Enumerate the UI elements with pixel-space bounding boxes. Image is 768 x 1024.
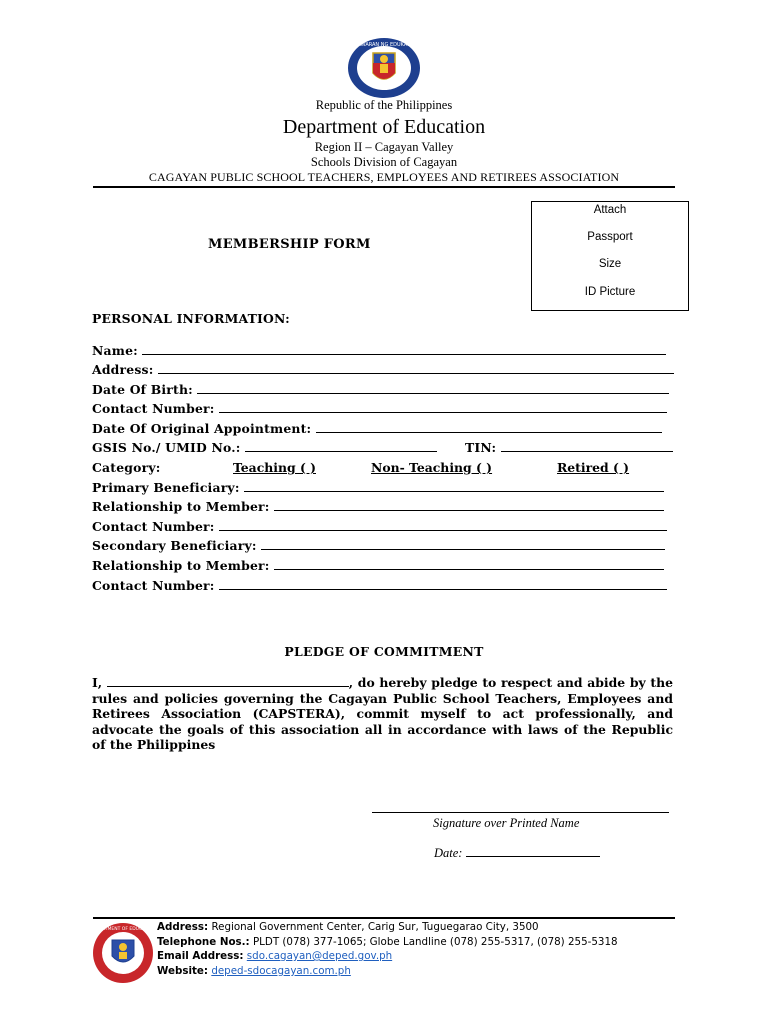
photo-box-line: Attach: [593, 204, 627, 216]
deped-seal-icon: [346, 37, 422, 99]
contact-number-field[interactable]: [92, 578, 667, 593]
gsis-line[interactable]: [245, 440, 437, 452]
secondary-beneficiary-field[interactable]: [92, 538, 665, 553]
tin-label: TIN:: [465, 440, 497, 455]
relationship-field[interactable]: [92, 558, 664, 573]
id-picture-box: [531, 201, 689, 311]
name-field[interactable]: [92, 343, 666, 358]
category-retired-option[interactable]: Retired ( ): [557, 460, 630, 475]
division-of-cagayan-seal-icon: [90, 922, 156, 984]
header-region: Region II – Cagayan Valley: [314, 140, 454, 154]
footer-divider: [93, 917, 675, 919]
date-field[interactable]: [434, 845, 600, 861]
primary-beneficiary-line[interactable]: [244, 480, 664, 492]
photo-box-line: Passport: [587, 231, 633, 243]
pledge-name-line[interactable]: [107, 675, 349, 687]
footer-telephone: [157, 936, 618, 948]
dob-label: Date Of Birth:: [92, 382, 193, 397]
original-appointment-label: Date Of Original Appointment:: [92, 421, 312, 436]
tin-line[interactable]: [501, 440, 673, 452]
contact-number-line[interactable]: [219, 578, 667, 590]
contact-number-line[interactable]: [219, 519, 667, 531]
dob-field[interactable]: [92, 382, 669, 397]
gsis-label: GSIS No./ UMID No.:: [92, 440, 241, 455]
contact-number-field[interactable]: [92, 401, 667, 416]
relationship-label: Relationship to Member:: [92, 499, 270, 514]
footer-address: [157, 921, 539, 933]
header-divider: [93, 186, 675, 188]
signature-label: Signature over Printed Name: [433, 816, 580, 830]
pledge-text: [92, 675, 673, 753]
category-teaching-option[interactable]: Teaching ( ): [233, 460, 316, 475]
relationship-line[interactable]: [274, 558, 664, 570]
date-line[interactable]: [466, 845, 600, 857]
pledge-body: , do hereby pledge to respect and abide by the rules and policies governing the Cagayan Public School Teachers, Employees and Retirees Association (CAPSTERA), commit myself to act professionally, and advocate the goals of this association all in accordance with laws of the Republic of the Philippines: [92, 675, 673, 752]
contact-number-label: Contact Number:: [92, 578, 215, 593]
gsis-field[interactable]: [92, 440, 437, 455]
footer-website-label: Website:: [157, 965, 209, 977]
footer-email-label: Email Address:: [157, 950, 244, 962]
footer-email-link[interactable]: sdo.cagayan@deped.gov.ph: [246, 950, 393, 962]
pledge-prefix: I,: [92, 675, 103, 690]
name-label: Name:: [92, 343, 138, 358]
header-department: Department of Education: [282, 116, 486, 138]
svg-text:KAGAWARAN NG EDUKASYON: KAGAWARAN NG EDUKASYON: [347, 42, 421, 48]
footer-website-link[interactable]: deped-sdocagayan.com.ph: [211, 965, 351, 977]
footer-address-label: Address:: [157, 921, 209, 933]
original-appointment-line[interactable]: [316, 421, 662, 433]
primary-beneficiary-label: Primary Beneficiary:: [92, 480, 240, 495]
relationship-field[interactable]: [92, 499, 664, 514]
section-title: PERSONAL INFORMATION:: [92, 311, 290, 326]
name-line[interactable]: [142, 343, 666, 355]
relationship-label: Relationship to Member:: [92, 558, 270, 573]
footer-address-value: Regional Government Center, Carig Sur, Tuguegarao City, 3500: [211, 921, 539, 933]
category-label: Category:: [92, 460, 161, 475]
date-label: Date:: [434, 846, 463, 860]
pledge-title: PLEDGE OF COMMITMENT: [284, 644, 484, 659]
form-title: MEMBERSHIP FORM: [208, 237, 371, 252]
footer-telephone-value: PLDT (078) 377-1065; Globe Landline (078) 255-5317, (078) 255-5318: [252, 936, 618, 948]
svg-text:DEPARTMENT OF EDUCATION: DEPARTMENT OF EDUCATION: [90, 927, 156, 932]
contact-number-label: Contact Number:: [92, 401, 215, 416]
original-appointment-field[interactable]: [92, 421, 662, 436]
dob-line[interactable]: [197, 382, 669, 394]
header-association: CAGAYAN PUBLIC SCHOOL TEACHERS, EMPLOYEES AND RETIREES ASSOCIATION: [148, 170, 620, 184]
tin-field[interactable]: [465, 440, 673, 455]
photo-box-line: Size: [598, 258, 622, 270]
category-non-teaching-option[interactable]: Non- Teaching ( ): [371, 460, 493, 475]
header-division: Schools Division of Cagayan: [310, 155, 458, 169]
contact-number-line[interactable]: [219, 401, 667, 413]
footer-website: [157, 965, 351, 977]
relationship-line[interactable]: [274, 499, 664, 511]
address-field[interactable]: [92, 362, 674, 377]
address-label: Address:: [92, 362, 154, 377]
primary-beneficiary-field[interactable]: [92, 480, 664, 495]
address-line[interactable]: [158, 362, 674, 374]
header-republic: Republic of the Philippines: [315, 98, 453, 112]
footer-email: [157, 950, 392, 962]
contact-number-label: Contact Number:: [92, 519, 215, 534]
signature-line[interactable]: [372, 812, 669, 813]
secondary-beneficiary-label: Secondary Beneficiary:: [92, 538, 257, 553]
photo-box-line: ID Picture: [584, 286, 636, 298]
secondary-beneficiary-line[interactable]: [261, 538, 665, 550]
contact-number-field[interactable]: [92, 519, 667, 534]
footer-telephone-label: Telephone Nos.:: [157, 936, 250, 948]
